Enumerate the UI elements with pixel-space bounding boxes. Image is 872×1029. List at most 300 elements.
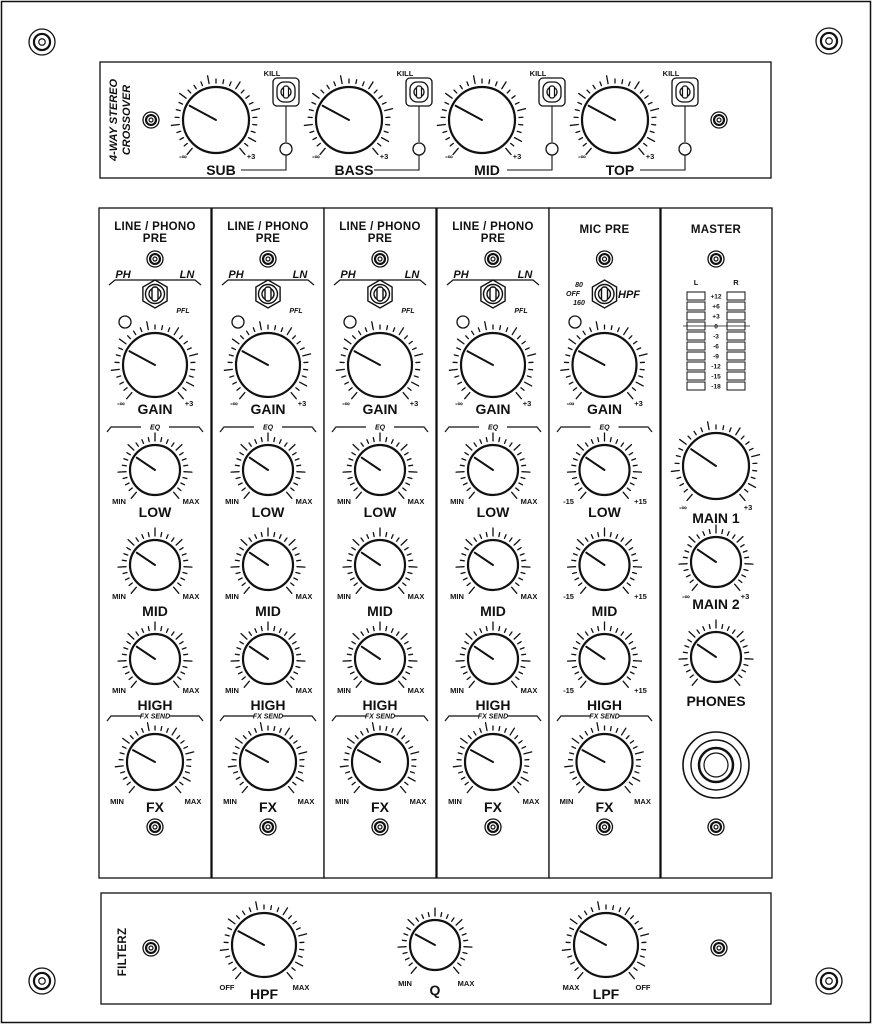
knob-min-label: MIN — [450, 592, 464, 601]
knob-tick — [499, 727, 500, 731]
knob-tick — [373, 533, 374, 537]
high-label: HIGH — [476, 697, 511, 713]
crossover-title-2: CROSSOVER — [121, 85, 133, 155]
knob-min-label: MIN — [223, 797, 237, 806]
kill-switch[interactable] — [539, 78, 565, 106]
knob-tick — [722, 530, 723, 534]
kill-label: KILL — [264, 69, 281, 78]
knob-tick — [274, 727, 275, 731]
meter-led-right — [727, 302, 745, 310]
gain-label: GAIN — [476, 401, 511, 417]
knob-tick — [633, 465, 637, 466]
knob-tick — [409, 560, 413, 561]
low-label: LOW — [139, 504, 172, 520]
meter-scale-label: +3 — [712, 314, 720, 321]
knob-tick — [235, 560, 239, 561]
knob-tick — [683, 652, 687, 653]
kill-switch[interactable] — [672, 78, 698, 106]
gain-label: GAIN — [251, 401, 286, 417]
knob-max-label: MAX — [523, 797, 540, 806]
knob-tick — [409, 465, 413, 466]
knob-tick — [409, 654, 413, 655]
knob-max-label: MAX — [296, 592, 313, 601]
knob-tick — [347, 465, 351, 466]
knob-max-label: +3 — [741, 592, 750, 601]
knob-tick — [161, 533, 162, 537]
fx-send-bracket-label: FX SEND — [478, 714, 508, 721]
meter-led-left — [687, 382, 705, 390]
knob-max-label: +3 — [513, 152, 522, 161]
kill-led — [679, 143, 691, 155]
meter-scale-label: +12 — [710, 294, 721, 301]
knob-tick — [460, 654, 464, 655]
knob-tick — [275, 326, 276, 330]
channel-strip-3 — [324, 208, 436, 878]
hpf-option: 160 — [573, 300, 585, 307]
knob-max-label: +3 — [744, 503, 753, 512]
knob-tick — [274, 533, 275, 537]
knob-tick — [745, 652, 749, 653]
knob-tick — [745, 557, 749, 558]
meter-led-right — [727, 292, 745, 300]
knob-min-label: MIN — [112, 592, 126, 601]
eq-bracket-label: EQ — [263, 425, 274, 432]
filter-module — [101, 893, 771, 1004]
meter-led-right — [727, 332, 745, 340]
meter-led-left — [687, 352, 705, 360]
knob-min-label: MIN — [337, 592, 351, 601]
strip-title: LINE / PHONO — [114, 221, 196, 233]
filter-title: FILTERZ — [117, 928, 129, 977]
knob-min-label: MIN — [225, 592, 239, 601]
mid-label: MID — [367, 603, 393, 619]
knob-tick — [499, 627, 500, 631]
q-label: Q — [430, 982, 441, 998]
knob-tick — [297, 654, 301, 655]
knob-max-label: MAX — [183, 592, 200, 601]
meter-led-right — [727, 342, 745, 350]
phono-line-toggle[interactable] — [143, 280, 167, 308]
input-jack-icon — [147, 251, 163, 267]
knob-tick — [356, 80, 357, 84]
mid-label: MID — [592, 603, 618, 619]
meter-scale-label: -6 — [713, 344, 719, 351]
knob-tick — [235, 465, 239, 466]
hpf-label: HPF — [618, 289, 640, 301]
low-label: LOW — [364, 504, 397, 520]
knob-tick — [184, 560, 188, 561]
knob-min-label: MAX — [563, 983, 580, 992]
knob-min-label: MIN — [112, 686, 126, 695]
knob-tick — [598, 627, 599, 631]
phono-line-toggle[interactable] — [256, 280, 280, 308]
master-jack-icon — [708, 251, 724, 267]
knob-tick — [148, 533, 149, 537]
knob-max-label: MAX — [183, 497, 200, 506]
knob-max-label: MAX — [408, 497, 425, 506]
low-label: LOW — [477, 504, 510, 520]
eq-bracket-label: EQ — [375, 425, 386, 432]
knob-min-label: MIN — [560, 797, 574, 806]
meter-led-left — [687, 372, 705, 380]
kill-switch[interactable] — [273, 78, 299, 106]
meter-led-left — [687, 362, 705, 370]
knob-tick — [386, 533, 387, 537]
lpf-filter-label: LPF — [593, 986, 620, 1002]
knob-tick — [402, 940, 406, 941]
pfl-led — [232, 316, 244, 328]
toggle-left-label: PH — [453, 269, 469, 281]
phono-line-toggle[interactable] — [481, 280, 505, 308]
main2-label: MAIN 2 — [692, 596, 740, 612]
knob-tick — [723, 426, 724, 430]
mid-label: MID — [255, 603, 281, 619]
strip-title: MIC PRE — [579, 224, 629, 236]
input-jack-icon — [485, 251, 501, 267]
strip-title: LINE / PHONO — [339, 221, 421, 233]
fx-label: FX — [146, 799, 165, 815]
knob-tick — [184, 654, 188, 655]
knob-tick — [572, 465, 576, 466]
mid-label: MID — [480, 603, 506, 619]
knob-min-label: MIN — [398, 979, 412, 988]
knob-max-label: +3 — [634, 399, 643, 408]
toggle-right-label: LN — [180, 269, 196, 281]
knob-tick — [261, 627, 262, 631]
phono-line-toggle[interactable] — [368, 280, 392, 308]
knob-max-label: +3 — [380, 152, 389, 161]
knob-tick — [122, 560, 126, 561]
crossover-band-label: TOP — [606, 162, 635, 178]
knob-min-label: -∞ — [578, 152, 586, 161]
knob-min-label: MIN — [450, 686, 464, 695]
pfl-label: PFL — [401, 308, 414, 315]
corner-screw-icon — [816, 968, 842, 994]
knob-min-label: -∞ — [342, 399, 350, 408]
knob-tick — [486, 533, 487, 537]
fx-send-bracket-label: FX SEND — [365, 714, 395, 721]
knob-max-label: MAX — [298, 797, 315, 806]
knob-min-label: -∞ — [312, 152, 320, 161]
knob-tick — [347, 560, 351, 561]
pfl-led — [119, 316, 131, 328]
fx-send-bracket-label: FX SEND — [253, 714, 283, 721]
toggle-right-label: LN — [293, 269, 309, 281]
knob-min-label: MIN — [112, 497, 126, 506]
high-label: HIGH — [587, 697, 622, 713]
pfl-label: PFL — [289, 308, 302, 315]
meter-led-left — [687, 312, 705, 320]
high-label: HIGH — [363, 697, 398, 713]
toggle-left-label: PH — [228, 269, 244, 281]
knob-tick — [161, 727, 162, 731]
fx-jack-icon — [485, 819, 501, 835]
knob-tick — [709, 625, 710, 629]
meter-led-left — [687, 302, 705, 310]
knob-tick — [274, 438, 275, 442]
knob-tick — [387, 326, 388, 330]
knob-tick — [611, 326, 612, 330]
knob-min-label: -∞ — [682, 592, 690, 601]
strip-title: LINE / PHONO — [452, 221, 534, 233]
knob-min-label: -∞ — [179, 152, 187, 161]
knob-min-label: -15 — [563, 497, 574, 506]
knob-max-label: MAX — [634, 797, 651, 806]
level-meter — [683, 278, 750, 391]
knob-max-label: +15 — [634, 686, 647, 695]
kill-label: KILL — [663, 69, 680, 78]
meter-led-right — [727, 312, 745, 320]
knob-tick — [122, 465, 126, 466]
knob-tick — [161, 627, 162, 631]
knob-tick — [386, 438, 387, 442]
fx-jack-icon — [597, 819, 613, 835]
filter-screw-icon — [711, 940, 727, 956]
high-label: HIGH — [251, 697, 286, 713]
knob-tick — [386, 727, 387, 731]
knob-min-label: -∞ — [445, 152, 453, 161]
knob-tick — [598, 438, 599, 442]
channel-strip-4 — [437, 208, 549, 878]
mic-pre-strip — [549, 208, 660, 878]
knob-tick — [148, 438, 149, 442]
kill-led — [413, 143, 425, 155]
knob-min-label: -∞ — [117, 399, 125, 408]
knob-max-label: +3 — [646, 152, 655, 161]
fx-send-bracket-label: FX SEND — [140, 714, 170, 721]
knob-max-label: MAX — [410, 797, 427, 806]
knob-max-label: MAX — [408, 592, 425, 601]
hpf-filter-label: HPF — [250, 986, 278, 1002]
input-jack-icon — [260, 251, 276, 267]
knob-tick — [148, 627, 149, 631]
knob-max-label: MAX — [185, 797, 202, 806]
knob-tick — [373, 438, 374, 442]
knob-tick — [486, 438, 487, 442]
meter-led-left — [687, 342, 705, 350]
knob-max-label: MAX — [521, 686, 538, 695]
pfl-led — [344, 316, 356, 328]
strip-subtitle: PRE — [256, 233, 281, 245]
corner-screw-icon — [29, 29, 55, 55]
phones-jack[interactable] — [683, 732, 749, 798]
pfl-led — [457, 316, 469, 328]
pfl-label: PFL — [514, 308, 527, 315]
toggle-left-label: PH — [340, 269, 356, 281]
meter-led-right — [727, 382, 745, 390]
knob-tick — [261, 533, 262, 537]
knob-tick — [572, 654, 576, 655]
crossover-screw-icon — [711, 112, 727, 128]
kill-led — [546, 143, 558, 155]
knob-tick — [522, 654, 526, 655]
knob-tick — [598, 533, 599, 537]
input-jack-icon — [597, 251, 613, 267]
signal-led — [569, 316, 581, 328]
knob-tick — [460, 560, 464, 561]
strip-subtitle: PRE — [143, 233, 168, 245]
knob-min-label: MIN — [448, 797, 462, 806]
fx-jack-icon — [372, 819, 388, 835]
toggle-right-label: LN — [405, 269, 421, 281]
strip-title: LINE / PHONO — [227, 221, 309, 233]
knob-max-label: MAX — [296, 686, 313, 695]
channel-strip-2 — [212, 208, 324, 878]
knob-min-label: -∞ — [455, 399, 463, 408]
knob-min-label: -∞ — [679, 503, 687, 512]
toggle-right-label: LN — [518, 269, 534, 281]
fx-jack-icon — [260, 819, 276, 835]
knob-min-label: MIN — [450, 497, 464, 506]
meter-scale-label: -9 — [713, 354, 719, 361]
gain-label: GAIN — [587, 401, 622, 417]
meter-led-left — [687, 292, 705, 300]
knob-max-label: OFF — [636, 983, 651, 992]
knob-tick — [161, 438, 162, 442]
knob-tick — [489, 80, 490, 84]
knob-min-label: -∞ — [230, 399, 238, 408]
meter-led-right — [727, 352, 745, 360]
knob-tick — [464, 940, 468, 941]
meter-led-left — [687, 332, 705, 340]
knob-tick — [499, 438, 500, 442]
corner-screw-icon — [29, 968, 55, 994]
crossover-module — [100, 62, 771, 178]
knob-tick — [271, 906, 272, 910]
knob-tick — [274, 627, 275, 631]
corner-screw-icon — [816, 28, 842, 54]
meter-scale-label: -15 — [711, 374, 721, 381]
crossover-band-label: SUB — [206, 162, 236, 178]
high-label: HIGH — [138, 697, 173, 713]
master-title: MASTER — [691, 224, 742, 236]
knob-tick — [486, 627, 487, 631]
low-label: LOW — [252, 504, 285, 520]
knob-tick — [386, 627, 387, 631]
master-section — [661, 208, 772, 878]
meter-left-label: L — [694, 278, 699, 287]
knob-tick — [722, 625, 723, 629]
knob-max-label: +3 — [247, 152, 256, 161]
meter-led-right — [727, 372, 745, 380]
knob-min-label: MIN — [337, 497, 351, 506]
crossover-band-label: MID — [474, 162, 500, 178]
fx-label: FX — [371, 799, 390, 815]
knob-max-label: MAX — [183, 686, 200, 695]
knob-tick — [499, 533, 500, 537]
knob-tick — [622, 80, 623, 84]
knob-min-label: MIN — [337, 686, 351, 695]
knob-min-label: MIN — [225, 497, 239, 506]
knob-min-label: -∞ — [567, 399, 575, 408]
eq-bracket-label: EQ — [488, 425, 499, 432]
fx-label: FX — [596, 799, 615, 815]
meter-led-right — [727, 362, 745, 370]
knob-tick — [297, 560, 301, 561]
knob-max-label: +3 — [523, 399, 532, 408]
knob-tick — [522, 465, 526, 466]
knob-min-label: MIN — [225, 686, 239, 695]
meter-scale-label: +6 — [712, 304, 720, 311]
gain-label: GAIN — [138, 401, 173, 417]
input-jack-icon — [372, 251, 388, 267]
hpf-option: OFF — [566, 291, 581, 298]
knob-max-label: +15 — [634, 497, 647, 506]
knob-tick — [709, 530, 710, 534]
kill-switch[interactable] — [406, 78, 432, 106]
eq-bracket-label: EQ — [150, 425, 161, 432]
crossover-screw-icon — [143, 112, 159, 128]
knob-tick — [460, 465, 464, 466]
knob-tick — [500, 326, 501, 330]
fx-label: FX — [259, 799, 278, 815]
knob-tick — [428, 913, 429, 917]
low-label: LOW — [588, 504, 621, 520]
knob-tick — [235, 654, 239, 655]
kill-led — [280, 143, 292, 155]
knob-tick — [610, 533, 611, 537]
fx-send-bracket-label: FX SEND — [589, 714, 619, 721]
knob-tick — [610, 627, 611, 631]
crossover-title-1: 4-WAY STEREO — [108, 79, 120, 163]
knob-tick — [347, 654, 351, 655]
knob-min-label: OFF — [220, 983, 235, 992]
knob-tick — [633, 654, 637, 655]
knob-max-label: +15 — [634, 592, 647, 601]
mid-label: MID — [142, 603, 168, 619]
master-out-jack-icon — [708, 819, 724, 835]
knob-min-label: -15 — [563, 686, 574, 695]
knob-max-label: MAX — [458, 979, 475, 988]
knob-tick — [633, 560, 637, 561]
strip-subtitle: PRE — [481, 233, 506, 245]
knob-tick — [373, 627, 374, 631]
strip-subtitle: PRE — [368, 233, 393, 245]
fx-label: FX — [484, 799, 503, 815]
knob-max-label: MAX — [296, 497, 313, 506]
knob-tick — [610, 727, 611, 731]
knob-max-label: MAX — [293, 983, 310, 992]
knob-min-label: MIN — [110, 797, 124, 806]
meter-scale-label: -3 — [713, 334, 719, 341]
hpf-option: 80 — [575, 282, 583, 289]
gain-label: GAIN — [363, 401, 398, 417]
knob-tick — [610, 438, 611, 442]
knob-max-label: MAX — [521, 592, 538, 601]
toggle-left-label: PH — [115, 269, 131, 281]
hpf-toggle[interactable] — [592, 280, 616, 308]
channel-strip-1 — [99, 208, 211, 878]
knob-max-label: MAX — [521, 497, 538, 506]
knob-max-label: MAX — [408, 686, 425, 695]
filter-screw-icon — [143, 940, 159, 956]
meter-scale-label: -18 — [711, 384, 721, 391]
fx-jack-icon — [147, 819, 163, 835]
knob-tick — [122, 654, 126, 655]
meter-right-label: R — [733, 278, 739, 287]
main1-label: MAIN 1 — [692, 510, 740, 526]
knob-tick — [441, 913, 442, 917]
knob-tick — [184, 465, 188, 466]
knob-max-label: +3 — [298, 399, 307, 408]
knob-min-label: -15 — [563, 592, 574, 601]
knob-max-label: +3 — [410, 399, 419, 408]
knob-tick — [522, 560, 526, 561]
kill-label: KILL — [397, 69, 414, 78]
knob-min-label: MIN — [335, 797, 349, 806]
kill-label: KILL — [530, 69, 547, 78]
knob-tick — [683, 557, 687, 558]
